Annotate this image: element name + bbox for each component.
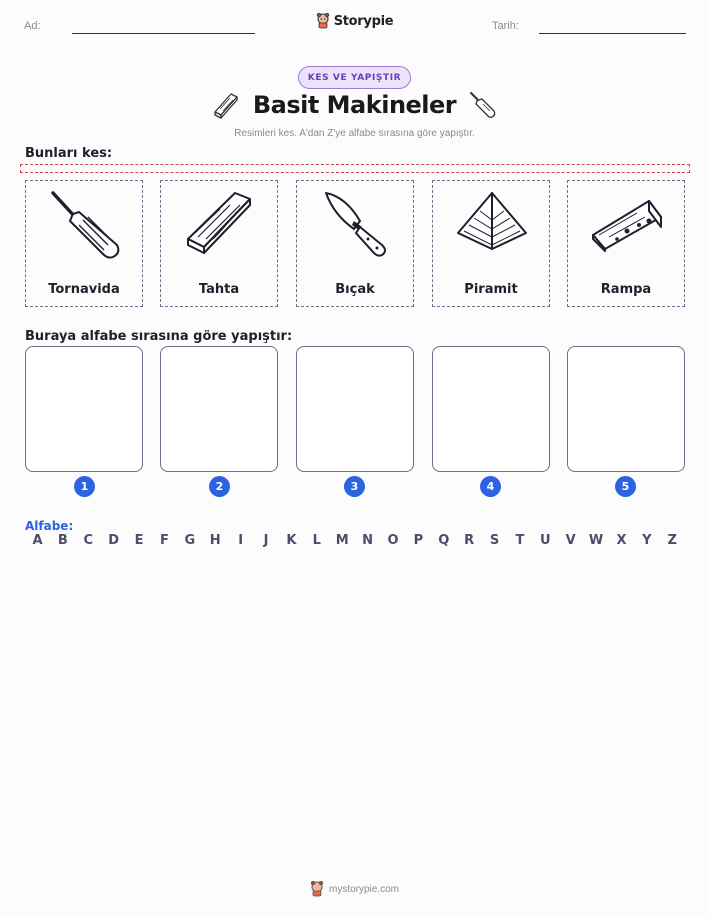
alphabet-letter: N (362, 533, 374, 548)
slot-number-3: 3 (344, 476, 365, 497)
alphabet-letter: U (540, 533, 551, 548)
paste-slot-1[interactable] (25, 346, 143, 472)
alphabet-row (25, 533, 685, 548)
footer-url[interactable]: mystorypie.com (328, 883, 399, 895)
cut-card-plank[interactable] (160, 180, 278, 307)
alphabet-letter: V (565, 533, 576, 548)
cut-line (20, 164, 690, 173)
plank-icon (211, 90, 241, 120)
alphabet-letter: Z (667, 533, 677, 548)
activity-badge: KES VE YAPIŞTIR (298, 66, 411, 89)
name-label: Ad: (24, 20, 41, 32)
ramp-icon (587, 187, 667, 262)
cut-card-knife[interactable] (296, 180, 414, 307)
alphabet-letter: T (515, 533, 525, 548)
alphabet-label: Alfabe: (25, 519, 74, 533)
alphabet-letter: I (238, 533, 244, 548)
cut-card-ramp[interactable] (567, 180, 685, 307)
alphabet-letter: R (464, 533, 475, 548)
alphabet-letter: E (134, 533, 144, 548)
alphabet-letter: K (286, 533, 297, 548)
paste-slot-4[interactable] (432, 346, 550, 472)
alphabet-letter: H (209, 533, 221, 548)
brand-name: Storypie (333, 13, 394, 29)
slot-number-5: 5 (615, 476, 636, 497)
alphabet-letter: G (184, 533, 196, 548)
alphabet-letter: J (263, 533, 269, 548)
paste-slot-3[interactable] (296, 346, 414, 472)
alphabet-letter: P (413, 533, 424, 548)
alphabet-letter: B (57, 533, 68, 548)
date-field-line[interactable] (539, 33, 686, 34)
alphabet-letter: O (387, 533, 399, 548)
card-label: Piramit (464, 282, 518, 297)
slot-number-2: 2 (209, 476, 230, 497)
screwdriver-icon (468, 90, 498, 120)
screwdriver-icon (45, 187, 125, 262)
title-row (0, 90, 709, 120)
date-label: Tarih: (492, 20, 519, 32)
alphabet-letter: S (489, 533, 500, 548)
knife-icon (316, 187, 396, 262)
card-label: Tornavida (48, 282, 120, 297)
name-field-line[interactable] (72, 33, 255, 34)
alphabet-letter: Y (642, 533, 652, 548)
paste-slot-2[interactable] (160, 346, 278, 472)
page-title: Basit Makineler (252, 91, 457, 119)
slot-number-1: 1 (74, 476, 95, 497)
footer (0, 881, 709, 897)
card-label: Tahta (198, 282, 240, 297)
card-label: Rampa (600, 282, 652, 297)
paste-heading: Buraya alfabe sırasına göre yapıştır: (25, 329, 293, 344)
alphabet-letter: L (312, 533, 321, 548)
alphabet-letter: A (32, 533, 43, 548)
cut-heading: Bunları kes: (25, 146, 113, 161)
paste-slot-5[interactable] (567, 346, 685, 472)
alphabet-letter: F (160, 533, 169, 548)
slot-number-4: 4 (480, 476, 501, 497)
brand (0, 13, 709, 29)
wooden-plank-icon (180, 187, 260, 262)
cut-card-pyramid[interactable] (432, 180, 550, 307)
instructions: Resimleri kes. A'dan Z'ye alfabe sırasına göre yapıştır. (234, 128, 475, 139)
pyramid-icon (452, 187, 532, 262)
storypie-logo-icon (316, 13, 330, 29)
alphabet-letter: D (108, 533, 120, 548)
alphabet-letter: M (335, 533, 349, 548)
storypie-logo-icon (310, 881, 324, 897)
alphabet-letter: X (616, 533, 627, 548)
cut-card-screwdriver[interactable] (25, 180, 143, 307)
alphabet-letter: Q (438, 533, 450, 548)
alphabet-letter: W (588, 533, 604, 548)
card-label: Bıçak (335, 282, 375, 297)
alphabet-letter: C (83, 533, 94, 548)
